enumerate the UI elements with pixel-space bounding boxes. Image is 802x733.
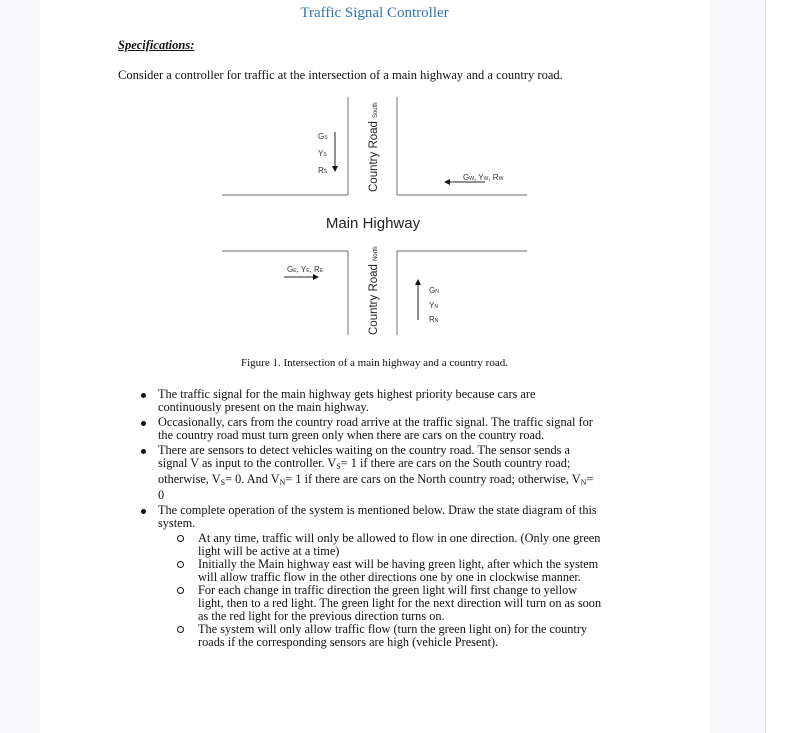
text-segment: continuously present on the main highway. (158, 400, 369, 414)
text-segment: will allow traffic flow in the other directions one by one in clockwise manner. (198, 570, 581, 584)
svg-text:RS: RS (318, 166, 328, 175)
text-segment: = 1 if there are cars on the North country road; otherwise, V (285, 472, 581, 486)
text-line (40, 517, 601, 530)
country-road-north-label (368, 246, 380, 335)
svg-text:Country RoadSouth: Country RoadSouth (368, 102, 380, 192)
bullet-icon (141, 449, 146, 454)
text-segment: The system will only allow traffic flow (turn the green light on) for the country (198, 622, 588, 636)
hollow-bullet-icon (177, 535, 184, 542)
right-gutter (709, 0, 766, 733)
list-item (40, 388, 601, 414)
text-segment: otherwise, V (158, 472, 221, 486)
left-gutter (0, 0, 40, 733)
north-arrow (415, 279, 421, 320)
list-item (40, 504, 601, 530)
intersection-figure (40, 0, 709, 360)
text-segment: The complete operation of the system is mentioned below. Draw the state diagram of this (158, 503, 597, 517)
text-segment: roads if the corresponding sensors are high (vehicle Present). (198, 635, 499, 649)
bullet-list (40, 388, 601, 649)
subscript: S (220, 478, 226, 487)
text-segment: 0 (158, 488, 165, 502)
svg-text:GN: GN (429, 286, 439, 295)
text-segment: There are sensors to detect vehicles waiting on the country road. The sensor sends a (158, 443, 570, 457)
text-segment: light, then to a red light. The green light for the next direction will turn on as soon (198, 596, 602, 610)
svg-text:GS: GS (318, 132, 328, 141)
svg-text:YS: YS (318, 149, 327, 158)
bullet-icon (141, 509, 146, 514)
text-segment: light will be active at a time) (198, 544, 340, 558)
text-segment: Occasionally, cars from the country road arrive at the traffic signal. The traffic signal for (158, 415, 593, 429)
subscript: S (336, 462, 341, 471)
document-title: Traffic Signal Controller (300, 5, 449, 21)
list-item (40, 444, 601, 502)
document-page (40, 0, 709, 733)
hollow-bullet-icon (177, 587, 184, 594)
text-line (40, 473, 601, 489)
text-line (40, 457, 601, 473)
south-signals (318, 132, 328, 175)
north-signals (429, 286, 439, 324)
text-segment: The traffic signal for the main highway gets highest priority because cars are (158, 387, 536, 401)
sub-list-item (40, 623, 601, 649)
sub-list-item (40, 584, 601, 623)
subscript: N (580, 478, 587, 487)
text-segment: system. (158, 516, 196, 530)
specifications-heading: Specifications: (118, 38, 195, 52)
sub-list-item (40, 532, 601, 558)
text-segment: = 1 if there are cars on the South country road; (340, 456, 571, 470)
text-line (40, 429, 601, 442)
text-line (40, 489, 601, 502)
text-segment: signal V as input to the controller. V (158, 456, 337, 470)
south-arrow (332, 132, 338, 172)
bullet-icon (141, 421, 146, 426)
text-segment: the country road must turn green only when there are cars on the country road. (158, 428, 545, 442)
main-highway-label: Main Highway (325, 215, 421, 232)
text-line (40, 504, 601, 517)
west-signals: GW, YW, RW (463, 173, 504, 182)
list-item (40, 416, 601, 442)
text-segment: For each change in traffic direction the green light will first change to yellow (198, 583, 578, 597)
text-segment: = (586, 472, 594, 486)
text-line (40, 401, 601, 414)
text-segment: = 0. And V (225, 472, 280, 486)
svg-text:YN: YN (429, 301, 438, 310)
text-line (40, 636, 601, 649)
text-segment: Initially the Main highway east will be having green light, after which the system (198, 557, 599, 571)
hollow-bullet-icon (177, 626, 184, 633)
svg-text:RN: RN (429, 315, 439, 324)
text-segment: as the red light for the previous direction turns on. (198, 609, 445, 623)
east-signals: GE, YE, RE (287, 265, 324, 274)
intro-paragraph: Consider a controller for traffic at the intersection of a main highway and a country road. (118, 68, 563, 82)
text-segment: At any time, traffic will only be allowed to flow in one direction. (Only one green (198, 531, 601, 545)
subscript: N (279, 478, 286, 487)
hollow-bullet-icon (177, 561, 184, 568)
east-arrow (284, 274, 319, 280)
figure-caption: Figure 1. Intersection of a main highway and a country road. (241, 357, 508, 369)
svg-text:Country RoadNorth: Country RoadNorth (368, 246, 380, 335)
bullet-icon (141, 393, 146, 398)
sub-list-item (40, 558, 601, 584)
country-road-south-label (368, 102, 380, 192)
